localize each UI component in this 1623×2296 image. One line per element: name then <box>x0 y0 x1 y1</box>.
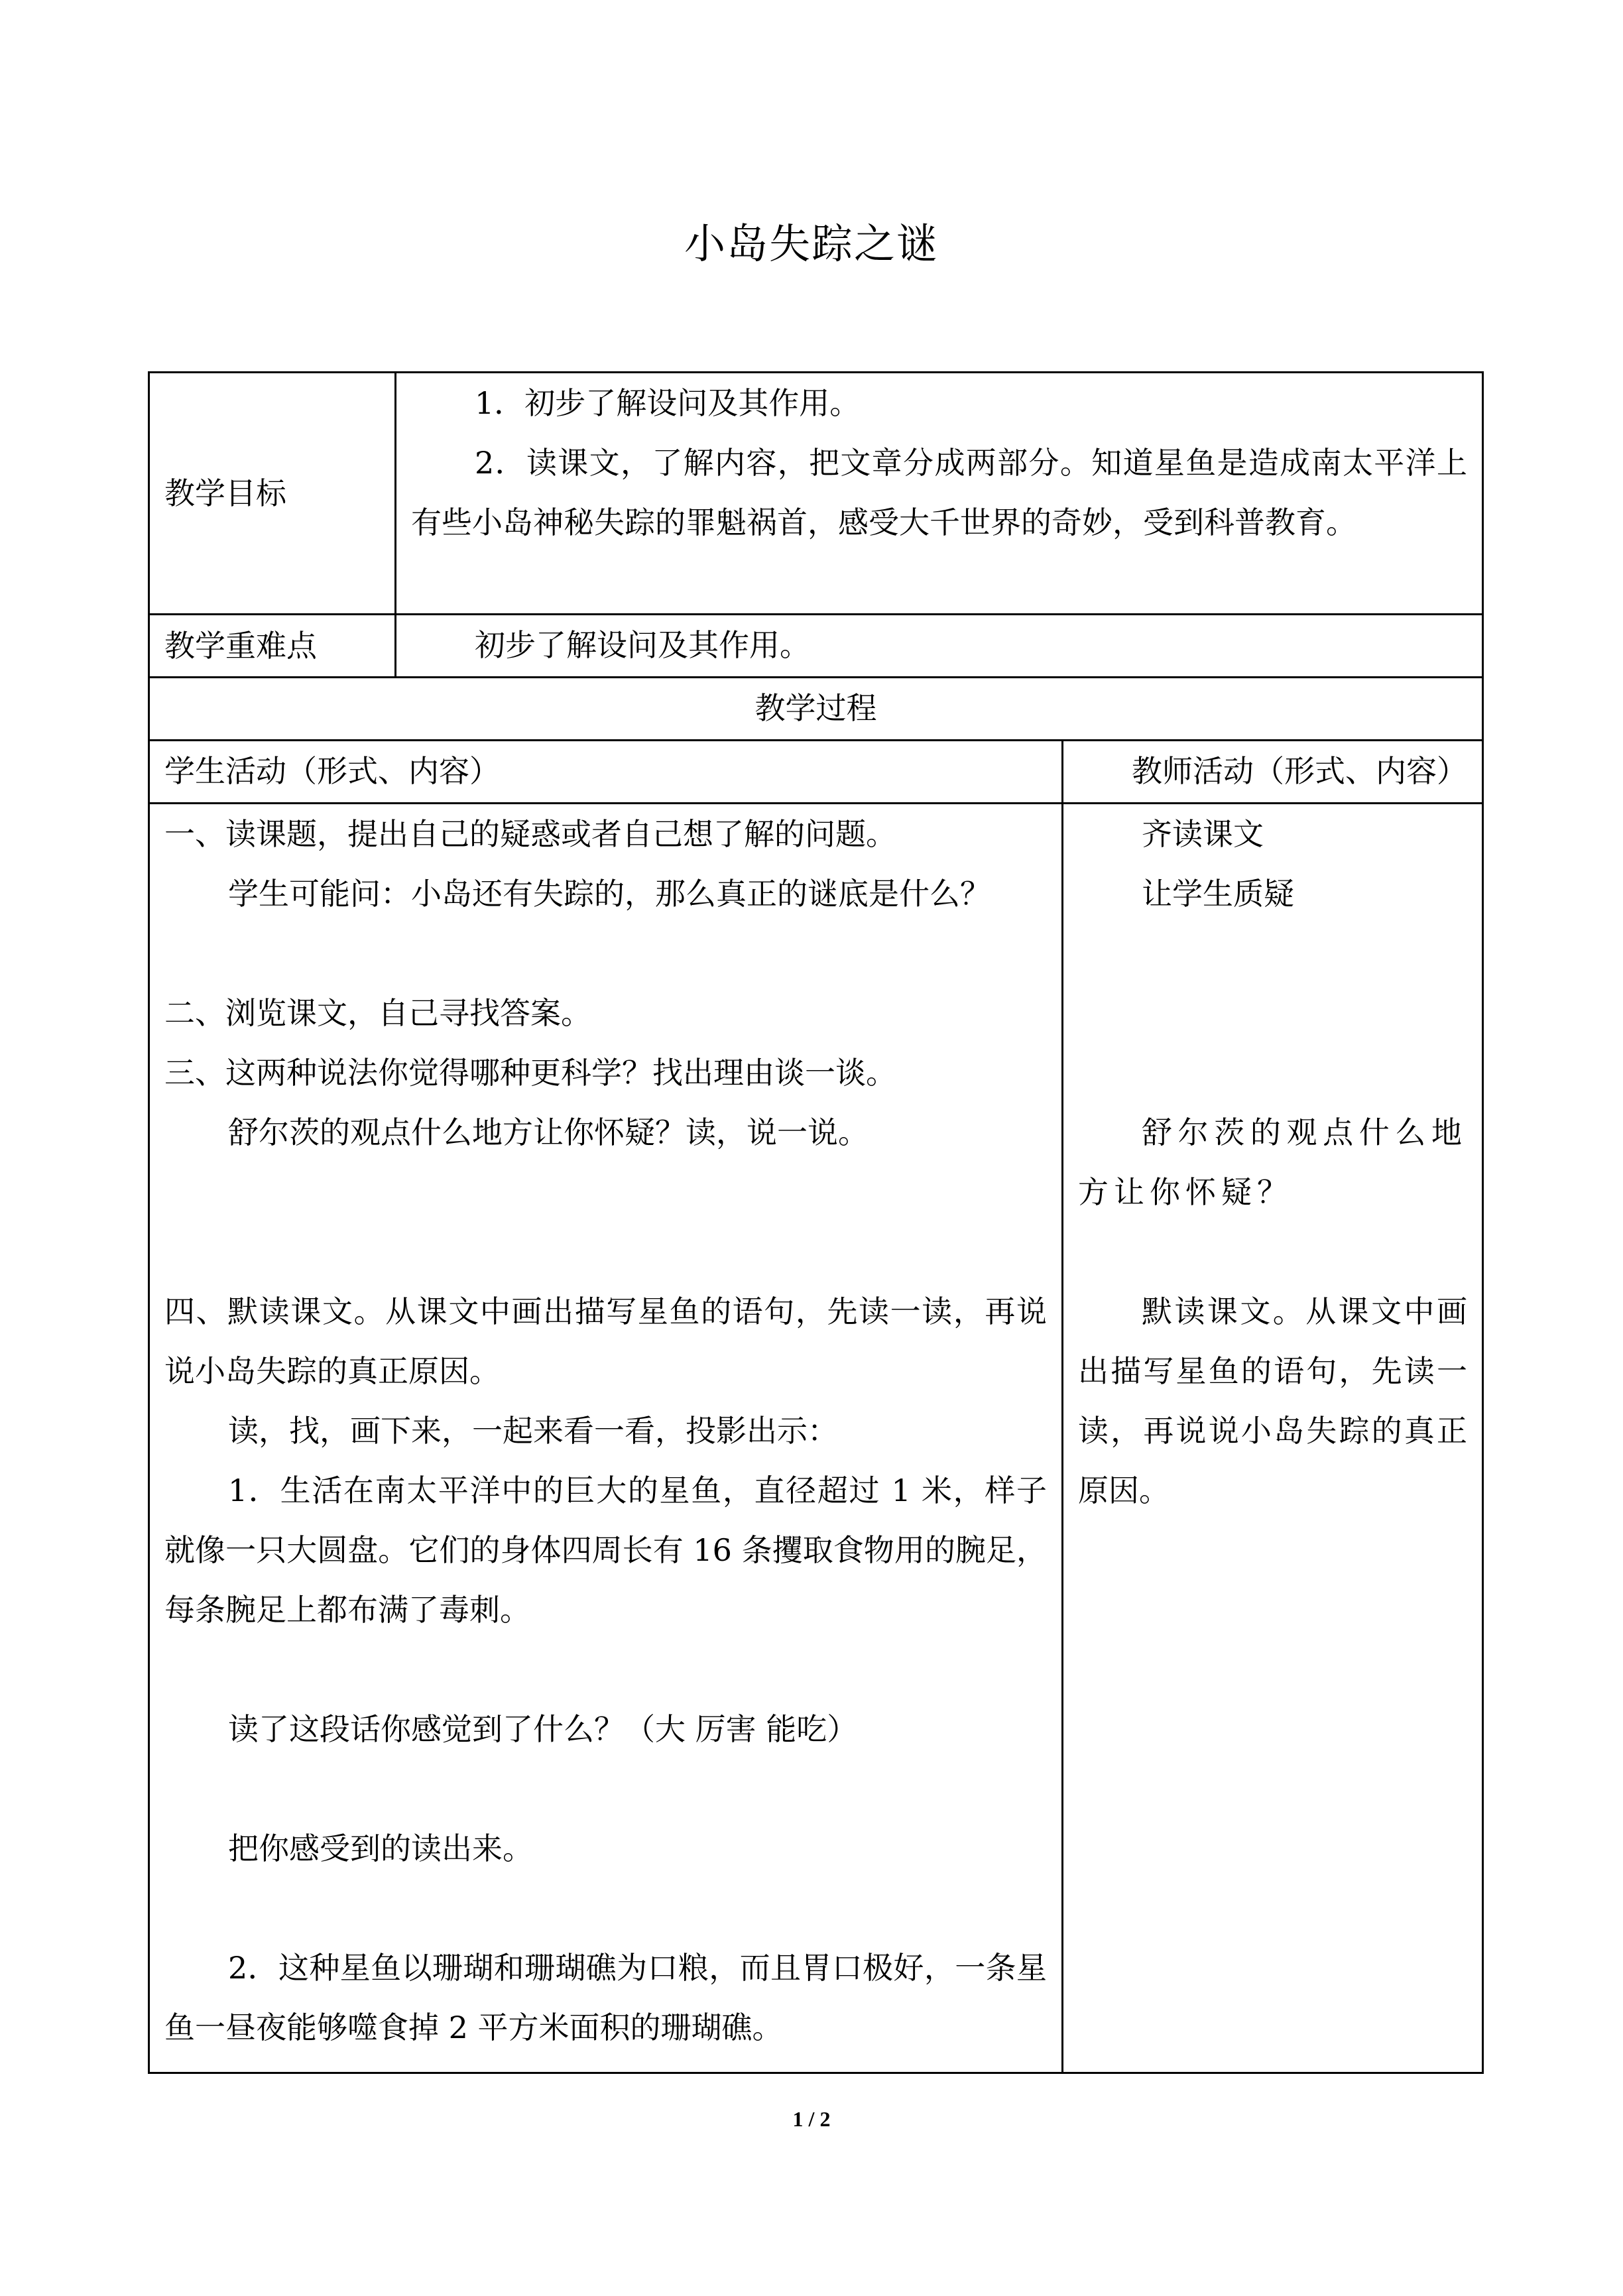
objectives-label: 教学目标 <box>149 373 396 615</box>
objectives-content <box>396 373 1483 615</box>
student-read-aloud: 把你感受到的读出来。 <box>228 1831 533 1866</box>
key-points-content: 初步了解设问及其作用。 <box>396 615 1483 678</box>
teacher-step-1: 齐读课文 <box>1142 816 1264 852</box>
process-header: 教学过程 <box>149 678 1483 741</box>
teacher-column-header: 教师活动（形式、内容） <box>1063 741 1483 804</box>
process-header-row <box>149 678 1483 741</box>
projection-text-1: 1．生活在南太平洋中的巨大的星鱼，直径超过 1 米，样子就像一只大圆盘。它们的身体四周长有 16 条攫取食物用的腕足，每条腕足上都布满了毒刺。 <box>164 1473 1047 1628</box>
key-points-row <box>149 615 1483 678</box>
teacher-step-4: 默读课文。从课文中画出描写星鱼的语句，先读一读，再说说小岛失踪的真正原因。 <box>1078 1294 1467 1508</box>
student-step-4: 四、默读课文。从课文中画出描写星鱼的语句，先读一读，再说说小岛失踪的真正原因。 <box>164 1294 1047 1389</box>
student-activities <box>149 804 1063 2073</box>
objective-2: 2．读课文，了解内容，把文章分成两部分。知道星鱼是造成南太平洋上有些小岛神秘失踪的罪魁祸首，感受大千世界的奇妙，受到科普教育。 <box>411 445 1467 540</box>
projection-text-2: 2．这种星鱼以珊瑚和珊瑚礁为口粮，而且胃口极好，一条星鱼一昼夜能够噬食掉 2 平方米面积的珊瑚礁。 <box>164 1950 1047 2045</box>
page-number: 1 / 2 <box>792 2107 831 2131</box>
teacher-step-3: 舒尔茨的观点什么地方让你怀疑？ <box>1078 1115 1467 1210</box>
student-step-3-detail: 舒尔茨的观点什么地方让你怀疑？读，说一说。 <box>228 1115 869 1150</box>
student-step-2: 二、浏览课文，自己寻找答案。 <box>164 995 591 1031</box>
student-question: 学生可能问：小岛还有失踪的，那么真正的谜底是什么？ <box>228 876 991 912</box>
student-step-1: 一、读课题，提出自己的疑惑或者自己想了解的问题。 <box>164 816 896 852</box>
teacher-step-2: 让学生质疑 <box>1142 876 1294 912</box>
column-header-row <box>149 741 1483 804</box>
page-title: 小岛失踪之谜 <box>684 219 939 268</box>
objective-1: 1．初步了解设问及其作用。 <box>475 385 861 421</box>
student-step-3: 三、这两种说法你觉得哪种更科学？找出理由谈一谈。 <box>164 1055 896 1091</box>
lesson-plan-table <box>148 371 1484 2074</box>
activities-row <box>149 804 1483 2073</box>
student-column-header: 学生活动（形式、内容） <box>149 741 1063 804</box>
teacher-activities <box>1063 804 1483 2073</box>
student-feeling-question: 读了这段话你感觉到了什么？（大 厉害 能吃） <box>228 1711 858 1747</box>
objectives-row <box>149 373 1483 615</box>
key-points-label: 教学重难点 <box>149 615 396 678</box>
student-step-4-detail: 读，找，画下来，一起来看一看，投影出示： <box>228 1413 838 1449</box>
